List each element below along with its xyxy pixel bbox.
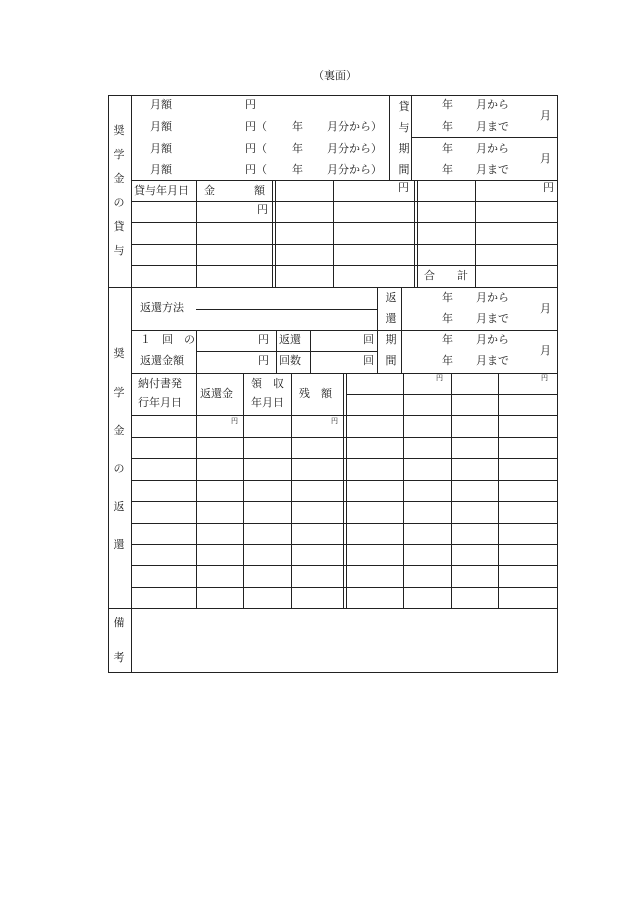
monthly-yen: 円（: [245, 163, 267, 176]
monthly-amount-label: 月額: [150, 142, 172, 155]
repay-period-year: 年: [442, 312, 453, 325]
repay-small-yen: 円: [231, 417, 238, 425]
grid-line: [291, 373, 292, 609]
monthly-amount-label: 月額: [150, 120, 172, 133]
loan-period-year: 年: [442, 163, 453, 176]
loan-period-char: 貸: [398, 100, 410, 113]
grid-line: [498, 373, 499, 609]
loan-period-char: 間: [398, 163, 410, 176]
repay-period-year: 年: [442, 354, 453, 367]
grid-line: [196, 180, 197, 288]
loan-amount-header: 額: [254, 184, 265, 197]
grid-line: [333, 180, 334, 288]
repay-period-month: 月まで: [476, 354, 509, 367]
grid-line: [310, 330, 311, 374]
repay-heading-char: 返: [113, 500, 125, 513]
loan-period-month: 月から: [476, 142, 509, 155]
remarks-char: 考: [113, 651, 125, 664]
grid-line: [343, 373, 344, 609]
grid-line: [451, 373, 452, 609]
grid-line: [108, 95, 109, 673]
grid-line: [377, 287, 378, 374]
repay-small-yen: 円: [331, 417, 338, 425]
monthly-yen: 円（: [245, 120, 267, 133]
repay-issue-header: 納付書発: [138, 377, 182, 390]
grid-line: [196, 309, 378, 310]
repay-issue-header: 行年月日: [138, 396, 182, 409]
grid-line: [389, 95, 390, 181]
repay-yen: 円: [258, 333, 269, 346]
loan-date-header: 貸与年月日: [134, 184, 189, 197]
loan-heading-char: 学: [113, 148, 125, 161]
grid-line: [131, 95, 132, 673]
loan-period-char: 与: [398, 121, 410, 134]
loan-period-year: 年: [442, 120, 453, 133]
grid-line: [108, 672, 558, 673]
monthly-yen: 円: [245, 98, 256, 111]
loan-period-month: 月まで: [476, 163, 509, 176]
grid-line: [276, 330, 277, 374]
loan-period-month-unit: 月: [540, 109, 551, 122]
repay-period-char: 間: [385, 354, 397, 367]
repay-period-month-unit: 月: [540, 344, 551, 357]
repay-period-char: 期: [385, 333, 397, 346]
loan-yen: 円: [543, 181, 554, 194]
monthly-amount-label: 月額: [150, 163, 172, 176]
repay-count-unit: 回: [363, 354, 374, 367]
grid-line: [411, 95, 412, 181]
grid-line: [401, 287, 402, 374]
repay-count-unit: 回: [363, 333, 374, 346]
grid-line: [196, 330, 197, 609]
repay-period-char: 返: [385, 291, 397, 304]
repay-method-label: 返還方法: [140, 301, 184, 314]
repay-small-yen: 円: [436, 374, 443, 382]
repay-yen: 円: [258, 354, 269, 367]
grid-line: [414, 180, 415, 288]
monthly-month-from: 月分から）: [327, 120, 382, 133]
repay-period-year: 年: [442, 291, 453, 304]
repay-heading-char: の: [113, 462, 125, 475]
repay-count-label: 回数: [279, 354, 301, 367]
loan-period-month-unit: 月: [540, 152, 551, 165]
loan-amount-header: 金: [204, 184, 215, 197]
loan-period-month: 月まで: [476, 120, 509, 133]
loan-heading-char: の: [113, 196, 125, 209]
loan-heading-char: 貸: [113, 220, 125, 233]
loan-heading-char: 与: [113, 244, 125, 257]
grid-line: [475, 180, 476, 288]
remarks-char: 備: [113, 616, 125, 629]
loan-yen: 円: [398, 181, 409, 194]
repay-amount-header: 返還金: [200, 387, 233, 400]
monthly-year: 年: [292, 120, 303, 133]
repay-received-header: 領 収: [251, 377, 284, 390]
grid-line: [108, 95, 558, 96]
loan-period-year: 年: [442, 142, 453, 155]
grid-line: [243, 373, 244, 609]
repay-per-time-label: １ 回 の: [140, 333, 195, 346]
grid-line: [275, 180, 276, 288]
loan-heading-char: 奨: [113, 124, 125, 137]
grid-line: [557, 95, 558, 673]
monthly-year: 年: [292, 142, 303, 155]
repay-count-label: 返還: [279, 333, 301, 346]
page-title: （裏面）: [313, 69, 357, 82]
grid-line: [196, 351, 378, 352]
monthly-year: 年: [292, 163, 303, 176]
repay-heading-char: 還: [113, 538, 125, 551]
repay-period-month-unit: 月: [540, 302, 551, 315]
grid-line: [108, 608, 558, 609]
grid-line: [272, 180, 273, 288]
grid-line: [346, 394, 558, 395]
grid-line: [411, 137, 558, 138]
repay-period-char: 還: [385, 312, 397, 325]
loan-period-month: 月から: [476, 98, 509, 111]
monthly-amount-label: 月額: [150, 98, 172, 111]
grid-line: [346, 373, 347, 609]
repay-per-time-label: 返還金額: [140, 354, 184, 367]
repay-period-year: 年: [442, 333, 453, 346]
loan-period-char: 期: [398, 142, 410, 155]
grid-line: [403, 373, 404, 609]
loan-yen: 円: [257, 203, 268, 216]
grid-line: [417, 180, 418, 288]
loan-period-year: 年: [442, 98, 453, 111]
repay-heading-char: 奨: [113, 347, 125, 360]
monthly-yen: 円（: [245, 142, 267, 155]
repay-received-header: 年月日: [251, 396, 284, 409]
repay-small-yen: 円: [541, 374, 548, 382]
repay-period-month: 月から: [476, 291, 509, 304]
loan-total-label: 合: [424, 269, 435, 282]
monthly-month-from: 月分から）: [327, 163, 382, 176]
repay-heading-char: 学: [113, 386, 125, 399]
loan-heading-char: 金: [113, 172, 125, 185]
repay-balance-header: 残 額: [299, 387, 332, 400]
repay-period-month: 月まで: [476, 312, 509, 325]
monthly-month-from: 月分から）: [327, 142, 382, 155]
repay-heading-char: 金: [113, 424, 125, 437]
repay-period-month: 月から: [476, 333, 509, 346]
loan-total-label: 計: [457, 269, 468, 282]
